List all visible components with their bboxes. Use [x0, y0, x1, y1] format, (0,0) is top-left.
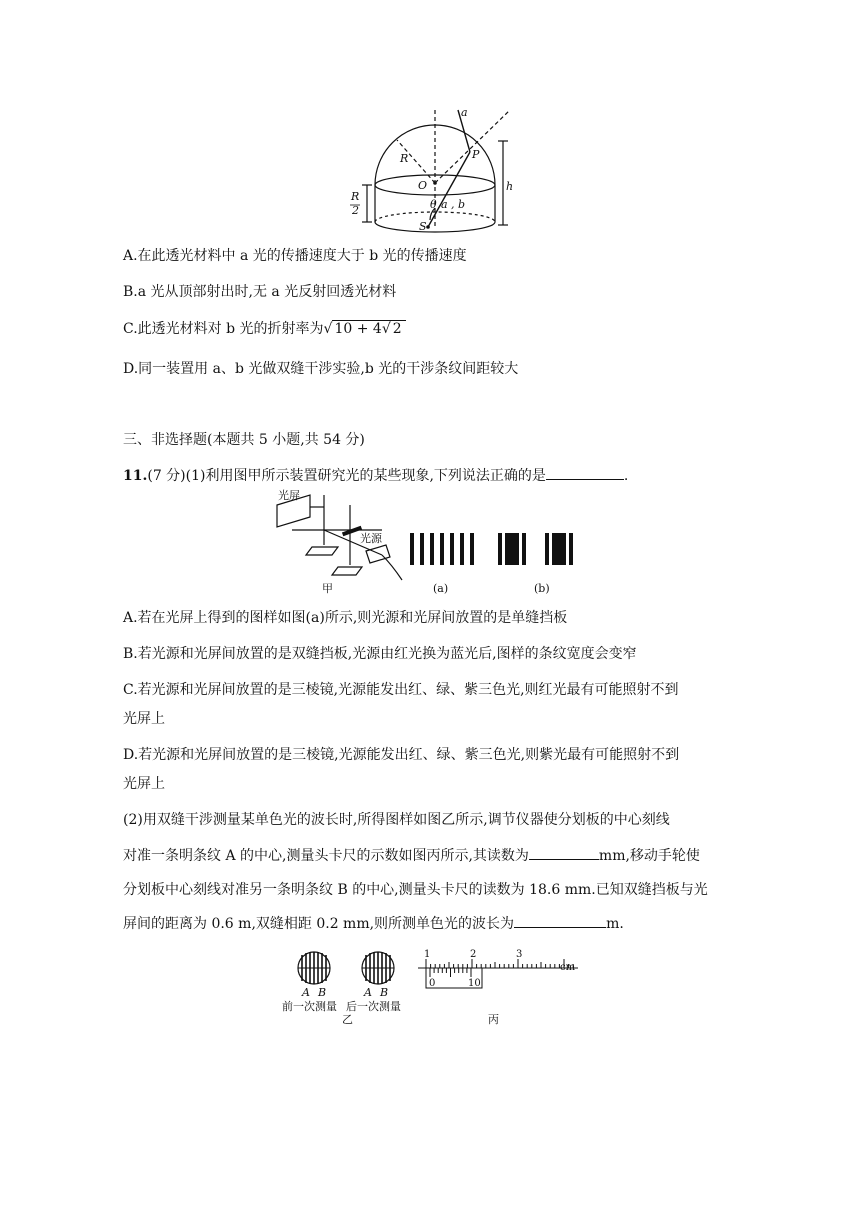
q10-option-c-text: C.此透光材料对 b 光的折射率为: [123, 321, 324, 337]
label-bing: 丙: [488, 1013, 499, 1026]
main-scale-3: 3: [516, 949, 523, 960]
sqrt-radicand: 10 + 4√ 2: [332, 320, 405, 337]
q11-option-c-line1: C.若光源和光屏间放置的是三棱镜,光源能发出红、绿、紫三色光,则红光最有可能照射不到: [123, 682, 679, 698]
label-R: R: [400, 152, 409, 165]
q10-option-b: B.a 光从顶部射出时,无 a 光反射回透光材料: [123, 284, 397, 300]
hemisphere-cylinder-figure: [340, 100, 530, 240]
measurement-figure: [278, 946, 593, 1026]
label-first: 前一次测量: [282, 1000, 337, 1013]
label-S: S: [419, 220, 427, 233]
wavelength-answer-blank: [514, 913, 606, 928]
reading-answer-blank: [529, 845, 599, 860]
label-B-1: B: [318, 986, 327, 999]
apparatus-figure: [262, 485, 592, 600]
cylinder-top-ellipse: [375, 175, 495, 195]
q11-option-b: B.若光源和光屏间放置的是双缝挡板,光源由红光换为蓝光后,图样的条纹宽度会变窄: [123, 646, 637, 662]
q11-option-d-line1: D.若光源和光屏间放置的是三棱镜,光源能发出红、绿、紫三色光,则紫光最有可能照射不到: [123, 747, 680, 763]
label-a: a: [461, 106, 468, 119]
q11-number: 11.: [123, 468, 148, 484]
vernier-10: 10: [468, 978, 481, 989]
pattern-a: [410, 533, 474, 565]
pattern-b: [498, 533, 573, 565]
q11-stem: 11.(7 分)(1)利用图甲所示装置研究光的某些现象,下列说法正确的是 .: [123, 465, 628, 486]
q11-option-c-line2: 光屏上: [123, 711, 165, 727]
first-measurement-view: [298, 952, 330, 984]
main-scale-unit: cm: [560, 962, 576, 973]
label-yi: 乙: [342, 1013, 353, 1026]
vernier-0: 0: [429, 978, 436, 989]
label-R-den: 2: [352, 204, 359, 217]
q11-part2-line1: (2)用双缝干涉测量某单色光的波长时,所得图样如图乙所示,调节仪器使分划板的中心刻线: [123, 812, 670, 828]
q11-part2-line4: 屏间的距离为 0.6 m,双缝相距 0.2 mm,则所测单色光的波长为 m.: [123, 913, 624, 934]
q11-option-a: A.若在光屏上得到的图样如图(a)所示,则光源和光屏间放置的是单缝挡板: [123, 610, 568, 626]
label-R-num: R: [351, 190, 360, 203]
label-a: (a): [433, 582, 449, 595]
label-A-1: A: [302, 986, 310, 999]
label-ab: a , b: [441, 198, 466, 211]
q10-option-a: A.在此透光材料中 a 光的传播速度大于 b 光的传播速度: [123, 248, 467, 264]
label-h: h: [506, 180, 514, 193]
main-scale-1: 1: [424, 949, 431, 960]
label-B-2: B: [380, 986, 389, 999]
label-second: 后一次测量: [346, 1000, 401, 1013]
label-P: P: [472, 148, 480, 161]
label-theta: θ: [430, 198, 437, 211]
vernier-caliper: [418, 959, 578, 988]
q11-part2-line3: 分划板中心刻线对准另一条明条纹 B 的中心,测量头卡尺的读数为 18.6 mm.已知双缝挡板与光: [123, 882, 708, 898]
section-heading: 三、非选择题(本题共 5 小题,共 54 分): [123, 432, 365, 448]
label-b: (b): [534, 582, 550, 595]
q10-option-d: D.同一装置用 a、b 光做双缝干涉实验,b 光的干涉条纹间距较大: [123, 361, 519, 377]
q11-answer-blank: [546, 465, 624, 480]
q10-option-c: [123, 319, 406, 339]
second-measurement-view: [362, 952, 394, 984]
label-screen: 光屏: [278, 489, 300, 502]
label-A-2: A: [364, 986, 372, 999]
q11-option-d-line2: 光屏上: [123, 776, 165, 792]
label-jia: 甲: [322, 582, 333, 595]
sqrt-sign: √: [323, 321, 333, 337]
q11-part2-line2: 对准一条明条纹 A 的中心,测量头卡尺的示数如图丙所示,其读数为 mm,移动手轮使: [123, 845, 700, 866]
label-source: 光源: [360, 532, 382, 545]
main-scale-2: 2: [470, 949, 477, 960]
label-O: O: [418, 179, 428, 192]
